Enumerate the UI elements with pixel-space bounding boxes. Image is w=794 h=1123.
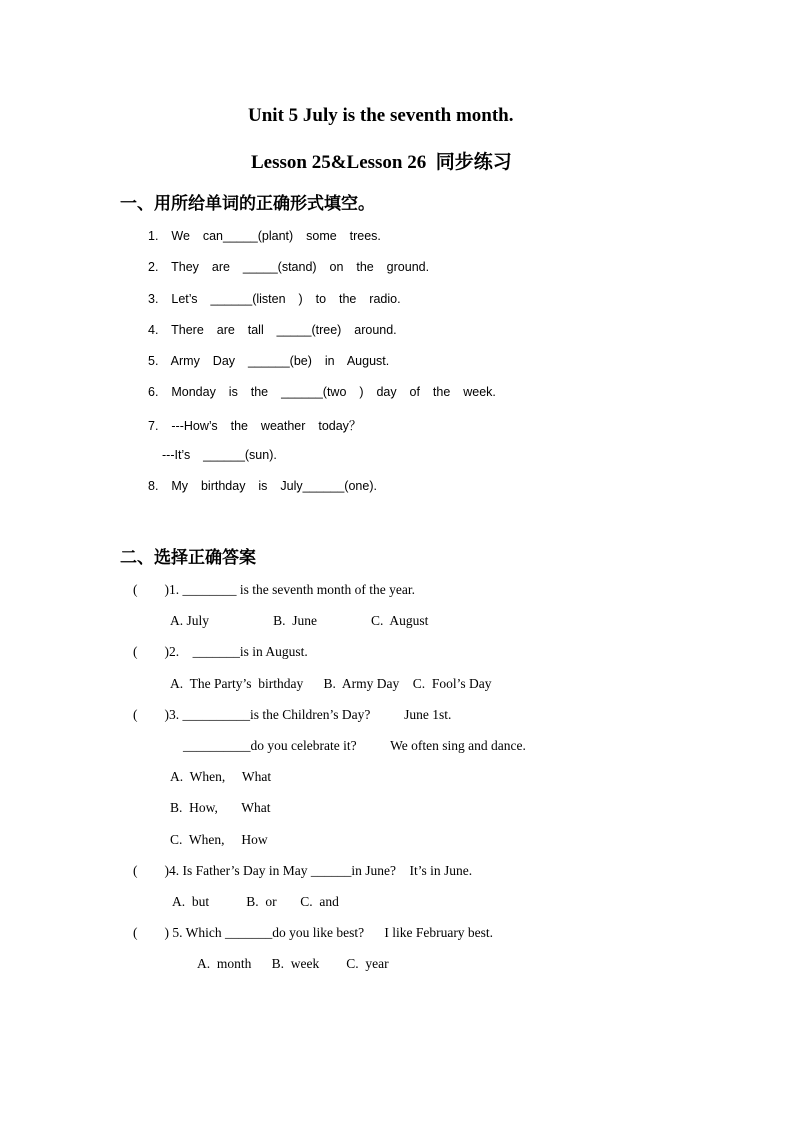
choice-options-2: A. The Party’s birthday B. Army Day C. Fool’s Day: [170, 676, 492, 691]
fill-in-item-6: 6. Monday is the ______(two ) day of the week.: [148, 385, 496, 399]
fill-in-item-8: 8. My birthday is July______(one).: [148, 479, 377, 493]
fill-in-item-3: 3. Let’s ______(listen ) to the radio.: [148, 292, 401, 306]
choice-option-3a: A. When, What: [170, 769, 272, 784]
page-subtitle: Lesson 25&Lesson 26 同步练习: [251, 152, 512, 173]
choice-question-1: ( )1. ________ is the seventh month of the year.: [133, 582, 415, 597]
fill-in-item-4: 4. There are tall _____(tree) around.: [148, 323, 397, 337]
fill-in-item-2: 2. They are _____(stand) on the ground.: [148, 260, 430, 274]
fill-in-item-5: 5. Army Day ______(be) in August.: [148, 354, 390, 368]
choice-options-1: A. July B. June C. August: [170, 613, 429, 628]
choice-question-3-line-2: __________do you celebrate it? We often sing and dance.: [183, 738, 526, 753]
section-1-heading: 一、用所给单词的正确形式填空。: [120, 194, 375, 214]
choice-question-4: ( )4. Is Father’s Day in May ______in June? It’s in June.: [133, 863, 473, 878]
choice-question-2: ( )2. _______is in August.: [133, 644, 308, 659]
choice-question-3: ( )3. __________is the Children’s Day? June 1st.: [133, 707, 452, 722]
fill-in-item-7: 7. ---How’s the weather today？: [148, 419, 362, 433]
choice-options-5: A. month B. week C. year: [197, 956, 389, 971]
section-2-heading: 二、选择正确答案: [120, 548, 256, 568]
fill-in-item-1: 1. We can_____(plant) some trees.: [148, 229, 381, 243]
choice-option-3b: B. How, What: [170, 800, 271, 815]
choice-options-4: A. but B. or C. and: [172, 894, 339, 909]
page-title: Unit 5 July is the seventh month.: [248, 105, 514, 126]
fill-in-item-7-reply: ---It’s ______(sun).: [162, 448, 277, 462]
choice-option-3c: C. When, How: [170, 832, 268, 847]
choice-question-5: ( ) 5. Which _______do you like best? I like February best.: [133, 925, 494, 940]
